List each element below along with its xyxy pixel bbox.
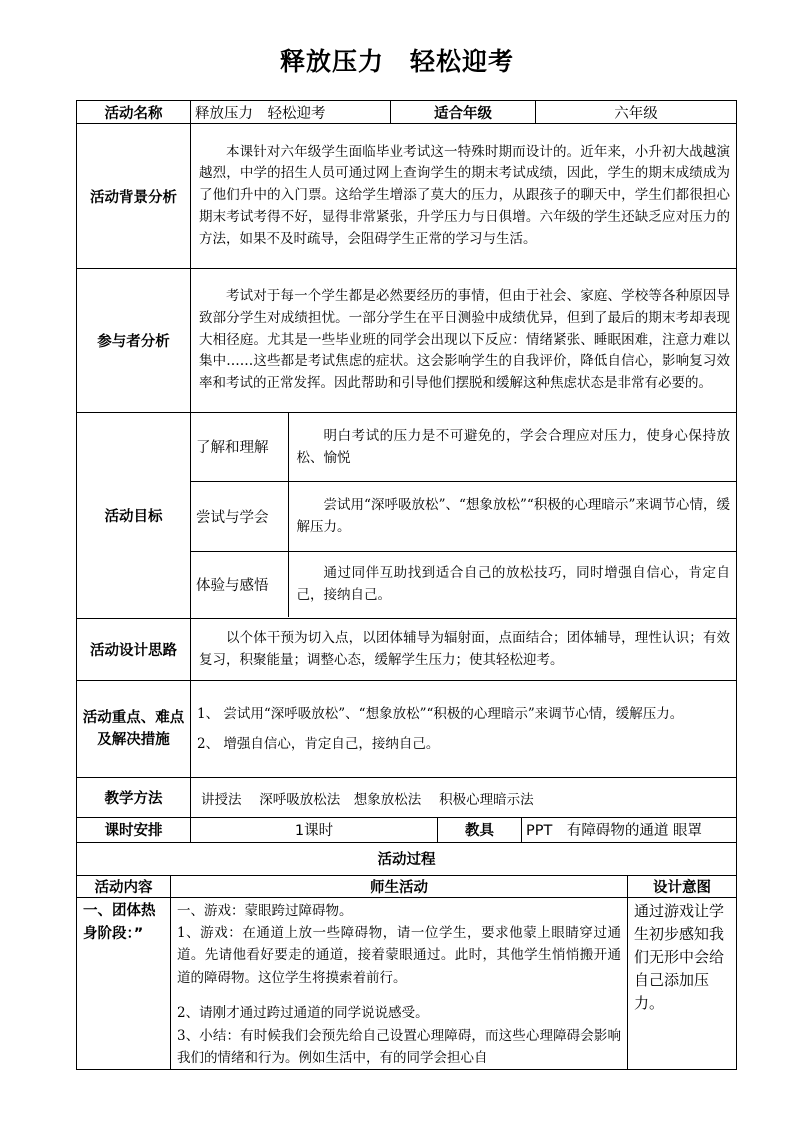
background-label: 活动背景分析 [77,124,191,269]
methods-text: 讲授法 深呼吸放松法 想象放松法 积极心理暗示法 [191,778,737,818]
background-text: 本课针对六年级学生面临毕业考试这一特殊时期而设计的。近年来，小升初大战越演越烈，中学的招生人员可通过网上查询学生的期末考试成绩，因此，学生的期末成绩成为了他们升中的入门票。这给学生增添了莫大的压力，从跟孩子的聊天中，学生们都很担心期末考试考得不好，显得非常紧张，升学压力与日俱增。六年级的学生还缺乏应对压力的方法，如果不及时疏导，会阻碍学生正常的学习与生活。 [199,143,730,247]
goal-row [191,413,736,481]
design-intent: 通过游戏让学生初步感知我们无形中会给自己添加压力。 [628,897,737,1070]
design-label: 活动设计思路 [77,619,191,681]
design-row [77,619,737,681]
keypoint-item: 1、 尝试用“深呼吸放松”、“想象放松”“积极的心理暗示”来调节心情，缓解压力。 [197,706,684,722]
keypoint-item: 2、 增强自信心，肯定自己，接纳自己。 [197,736,440,752]
goal-name: 了解和理解 [191,413,288,481]
goal-text: 明白考试的压力是不可避免的，学会合理应对压力，使身心保持放松、愉悦 [296,427,730,466]
schedule-row [77,817,737,842]
activity-title: 一、游戏：蒙眼跨过障碍物。 [177,902,353,919]
background-row [77,124,737,269]
goal-row [191,481,736,551]
process-row [77,897,737,1070]
stage-label: 一、团体热身阶段：” [77,897,171,1070]
activity-name-label: 活动名称 [77,101,191,124]
goals-label: 活动目标 [77,413,191,619]
grade-label: 适合年级 [391,101,536,124]
activity-name-row [77,101,737,124]
activity-step: 3、小结：有时候我们会预先给自己设置心理障碍，而这些心理障碍会影响我们的情绪和行为。例如生活中，有的同学会担心自 [177,1027,621,1066]
goals-row [77,413,737,619]
schedule-table [76,817,737,843]
methods-row [77,778,737,818]
column-header: 师生活动 [171,875,628,897]
process-title-row [77,843,737,875]
design-text: 以个体干预为切入点，以团体辅导为辐射面，点面结合；团体辅导，理性认识；有效复习，积聚能量；调整心态，缓解学生压力；使其轻松迎考。 [199,629,730,668]
participants-label: 参与者分析 [77,269,191,413]
schedule-value: 1课时 [191,817,438,842]
column-header: 活动内容 [77,875,171,897]
participants-row [77,269,737,413]
tools-label: 教具 [438,817,522,842]
goal-name: 体验与感悟 [191,551,288,617]
goal-text: 尝试用“深呼吸放松”、“想象放松”“积极的心理暗示”来调节心情，缓解压力。 [296,497,730,535]
process-title: 活动过程 [77,843,737,875]
lesson-plan-table [76,100,737,818]
process-header-row [77,875,737,897]
schedule-label: 课时安排 [77,817,191,842]
goal-name: 尝试与学会 [191,481,288,551]
column-header: 设计意图 [628,875,737,897]
activity-step: 2、请刚才通过跨过通道的同学说说感受。 [177,1005,429,1022]
keypoints-label: 活动重点、难点及解决措施 [77,681,191,778]
page-title: 释放压力 轻松迎考 [279,47,514,76]
keypoints-row [77,681,737,778]
goals-subtable [191,413,736,617]
goal-text: 通过同伴互助找到适合自己的放松技巧，同时增强自信心，肯定自己，接纳自己。 [296,565,730,604]
tools-value: PPT 有障碍物的通道 眼罩 [522,817,737,842]
goal-row [191,551,736,617]
participants-text: 考试对于每一个学生都是必然要经历的事情，但由于社会、家庭、学校等各种原因导致部分学生对成绩担忧。一部分学生在平日测验中成绩优异，但到了最后的期末考却表现大相径庭。尤其是一些毕业班的同学会出现以下反应：情绪紧张、睡眠困难，注意力难以集中……这些都是考试焦虑的症状。这会影响学生的自我评价，降低自信心，影响复习效率和考试的正常发挥。因此帮助和引导他们摆脱和缓解这种焦虑状态是非常有必要的。 [199,288,730,392]
process-table [76,843,737,1070]
methods-label: 教学方法 [77,778,191,818]
activity-step: 1、游戏：在通道上放一些障碍物，请一位学生，要求他蒙上眼睛穿过通道。先请他看好要走的通道，接着蒙眼通过。此时，其他学生悄悄搬开通道的障碍物。这位学生将摸索着前行。 [177,924,621,986]
activity-name-value: 释放压力 轻松迎考 [191,101,391,124]
grade-value: 六年级 [536,101,737,124]
